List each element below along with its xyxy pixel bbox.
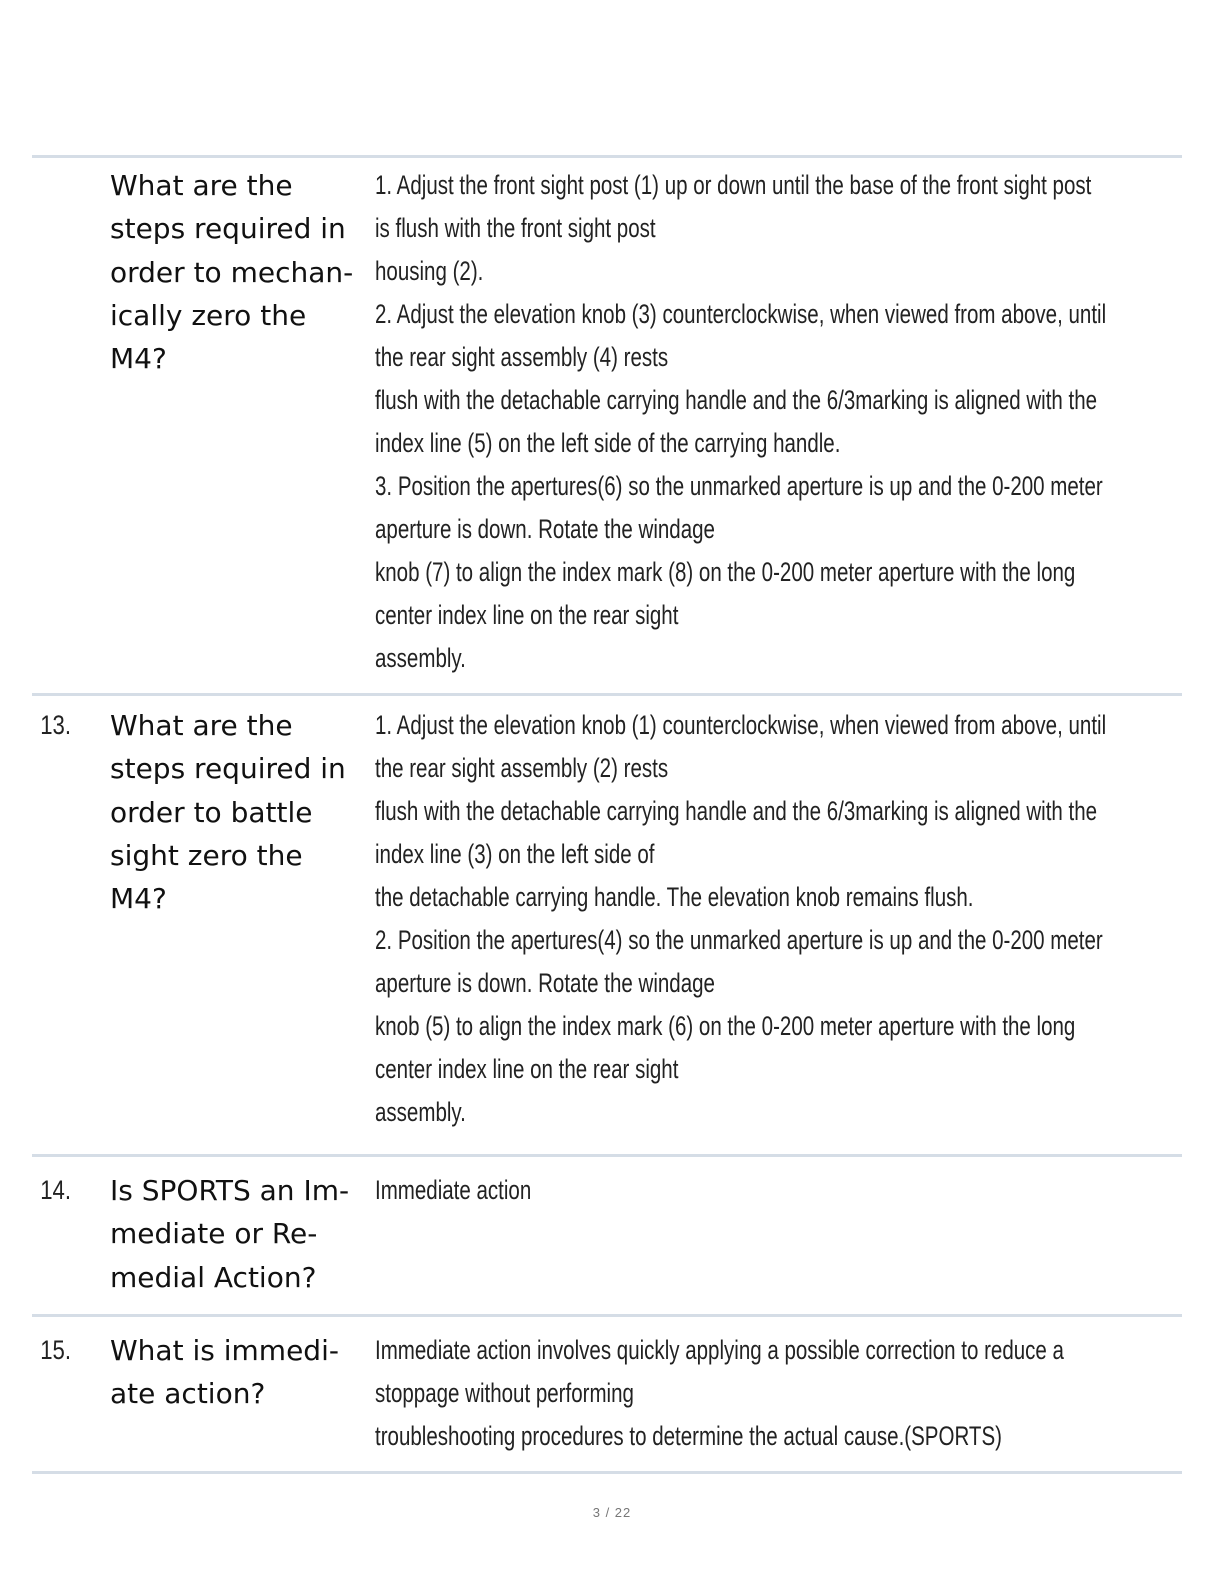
answer-line: troubleshooting procedures to determine the actual cause.(SPORTS)	[375, 1421, 1002, 1451]
answer-line: 1. Adjust the elevation knob (1) counterclockwise, when viewed from above, until	[375, 710, 1107, 740]
answer-line: 2. Adjust the elevation knob (3) counterclockwise, when viewed from above, until	[375, 299, 1107, 329]
question-text: What are the steps required in order to battle sight zero the M4?	[110, 709, 346, 916]
qa-row	[32, 1314, 1182, 1474]
answer-line: 3. Position the apertures(6) so the unmarked aperture is up and the 0-200 meter	[375, 471, 1103, 501]
answer-line: flush with the detachable carrying handle and the 6/3marking is aligned with the	[375, 385, 1098, 415]
answer-line: knob (7) to align the index mark (8) on the 0-200 meter aperture with the long	[375, 557, 1076, 587]
answer-line: the rear sight assembly (2) rests	[375, 753, 669, 783]
answer-line: aperture is down. Rotate the windage	[375, 514, 715, 544]
qa-row	[32, 693, 1182, 1154]
answer-line: flush with the detachable carrying handle and the 6/3marking is aligned with the	[375, 796, 1098, 826]
question-number: 14.	[40, 1175, 71, 1205]
question-text: What is immedi- ate action?	[110, 1334, 339, 1411]
question-text: Is SPORTS an Im- mediate or Re- medial Action?	[110, 1174, 350, 1294]
answer-text	[375, 704, 1182, 1134]
answer-line: Immediate action	[375, 1175, 532, 1205]
answer-line: index line (5) on the left side of the carrying handle.	[375, 428, 841, 458]
answer-line: index line (3) on the left side of	[375, 839, 655, 869]
question-number: 15.	[40, 1335, 71, 1365]
answer-line: Immediate action involves quickly applying a possible correction to reduce a	[375, 1335, 1064, 1365]
answer-line: knob (5) to align the index mark (6) on the 0-200 meter aperture with the long	[375, 1011, 1076, 1041]
answer-line: aperture is down. Rotate the windage	[375, 968, 715, 998]
answer-text	[375, 1169, 1182, 1212]
answer-text	[375, 1329, 1182, 1458]
answer-line: stoppage without performing	[375, 1378, 634, 1408]
answer-line: the detachable carrying handle. The elevation knob remains flush.	[375, 882, 974, 912]
answer-text	[375, 164, 1182, 680]
answer-line: 1. Adjust the front sight post (1) up or down until the base of the front sight post	[375, 170, 1092, 200]
qa-table	[32, 155, 1182, 1474]
qa-row	[32, 1154, 1182, 1314]
qa-row	[32, 155, 1182, 693]
page-number: 3 / 22	[592, 1505, 632, 1520]
answer-line: center index line on the rear sight	[375, 600, 679, 630]
answer-line: center index line on the rear sight	[375, 1054, 679, 1084]
answer-line: the rear sight assembly (4) rests	[375, 342, 669, 372]
question-text: What are the steps required in order to mechan- ically zero the M4?	[110, 169, 354, 376]
question-number: 13.	[40, 710, 71, 740]
answer-line: 2. Position the apertures(4) so the unmarked aperture is up and the 0-200 meter	[375, 925, 1103, 955]
answer-line: is flush with the front sight post	[375, 213, 656, 243]
answer-line: housing (2).	[375, 256, 484, 286]
answer-line: assembly.	[375, 643, 466, 673]
answer-line: assembly.	[375, 1097, 466, 1127]
